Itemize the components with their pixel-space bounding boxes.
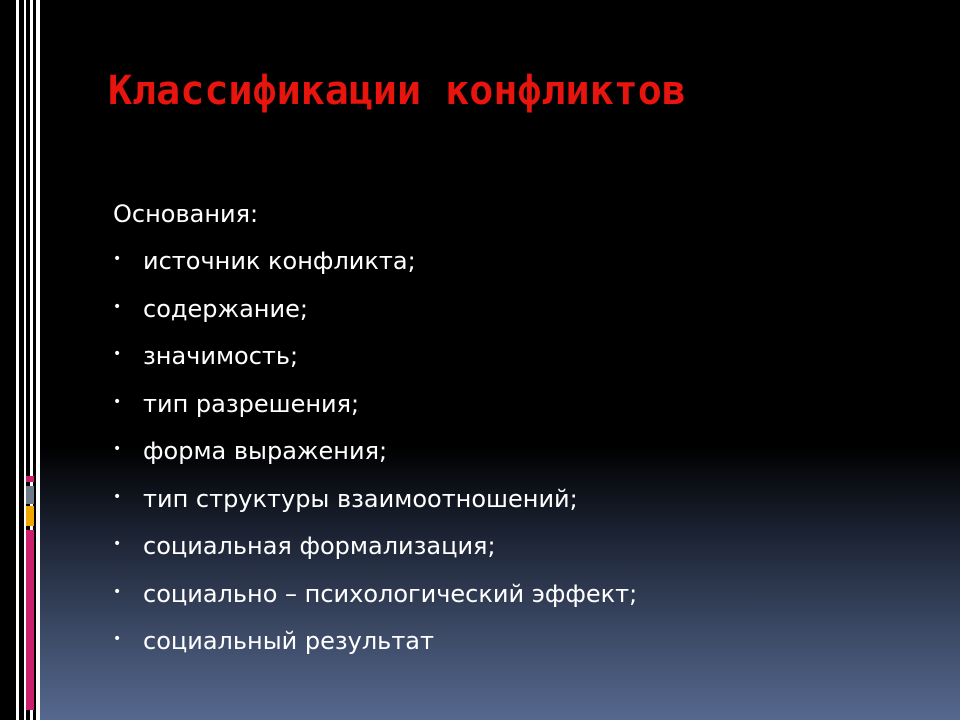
list-item (113, 529, 913, 577)
bullet-icon: • (113, 393, 122, 410)
bullet-icon: • (113, 346, 122, 362)
list-item (113, 577, 913, 625)
slide-title: Классификации конфликтов (108, 68, 686, 114)
list-item-text: социальная формализация; (143, 532, 496, 560)
list-item-text: социально – психологический эффект; (143, 579, 638, 608)
slide-body (113, 196, 913, 672)
list-item-text: источник конфликта; (143, 247, 416, 275)
list-item (113, 624, 913, 672)
list-item (113, 244, 913, 292)
list-item-text: тип разрешения; (143, 389, 360, 418)
bullet-icon: • (113, 536, 122, 552)
list-item-text: значимость; (143, 342, 299, 370)
bullet-icon: • (113, 441, 122, 457)
list-item (113, 339, 913, 387)
intro-text: Основания: (113, 200, 259, 228)
bullet-icon: • (113, 631, 122, 647)
bullet-list (113, 244, 913, 672)
decorative-accent (26, 486, 34, 504)
bullet-icon: • (113, 298, 122, 315)
list-item-text: форма выражения; (143, 437, 388, 465)
list-item (113, 482, 913, 530)
decorative-accent (26, 476, 34, 482)
decorative-stripe (16, 0, 19, 720)
bullet-icon: • (113, 251, 122, 267)
list-item-text: социальный результат (143, 627, 434, 655)
decorative-left-strip (0, 0, 40, 720)
decorative-accent (26, 530, 34, 710)
decorative-accent (26, 506, 34, 526)
list-item (113, 292, 913, 340)
list-item-text: содержание; (143, 294, 308, 323)
bullet-icon: • (113, 583, 122, 600)
list-item-text: тип структуры взаимоотношений; (143, 484, 578, 513)
bullet-icon: • (113, 488, 122, 505)
decorative-stripe (36, 0, 40, 720)
list-item (113, 387, 913, 435)
list-item (113, 434, 913, 482)
